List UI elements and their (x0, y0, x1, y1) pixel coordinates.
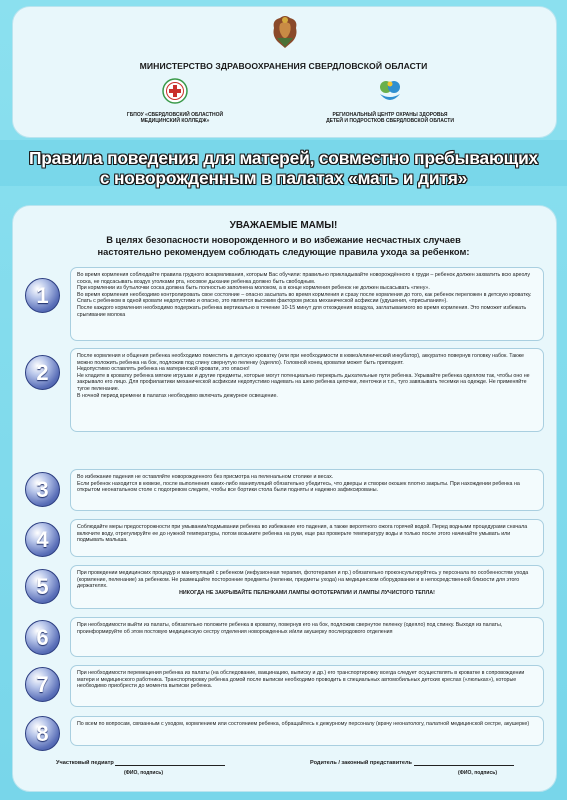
rule-paragraph: При необходимости выйти из палаты, обязательно положите ребенка в кроватку, повернув его на бок, подложив свернутое пеленку (одеяло) под спинку. Выходя из палаты, проинформируйте об этом постовую медицинскую сестру отделения новорожденных и/или акушерку послеродового отделения (77, 622, 503, 635)
rule-number-badge: 4 (25, 522, 60, 557)
rule-paragraph: Во время кормления соблюдайте правила грудного вскармливания, которым Вас обучили: правильно прикладывайте новорождённого к груди – ребенок должен захватить всю ареолу соска, не подсасывать воздух уголками рта, носовое дыхание ребенка должно быть свободным. (77, 272, 531, 285)
rule-box (70, 348, 544, 432)
rule-number-badge: 6 (25, 620, 60, 655)
rule-paragraph: При проведении медицинских процедур и манипуляций с ребенком (инфузионная терапия, фототерапия и пр.) обязательно проконсультируйтесь у персонала по особенностям ухода (кормление, пеленание) за ребенком. Не размещайте посторонние предметы (пеленки, предметы ухода) на медицинском оборудовании и в непосредственной близости для этого держателях. (77, 570, 529, 590)
rule-number-badge: 7 (25, 667, 60, 702)
health-center-name (310, 112, 470, 124)
rule-box (70, 716, 544, 746)
rule-paragraph: Во время кормления необходимо контролировать свое состояние – опасно засыпать во время кормления и сразу после кормления до того, как ребенок переложен в детскую кроватку. Спать с ребенком в одной кровати недопустимо и опасно, это является высоким фактором риска механической асфиксии (удушения, «присыпания»). (77, 291, 532, 305)
college-name-line-1: ГБПОУ «СВЕРДЛОВСКИЙ ОБЛАСТНОЙ (126, 112, 224, 118)
parent-sub: (ФИО, подпись) (458, 770, 497, 776)
rule-paragraph: При кормлении из бутылочки соска должна быть полностью заполнена молоком, а в конце кормления ребенок не должен высасывать «пену». (77, 285, 430, 292)
pediatrician-signature-line[interactable] (56, 760, 225, 766)
parent-label: Родитель / законный представитель (310, 760, 412, 766)
pediatrician-label: Участковый педиатр (56, 760, 114, 766)
rule-box (70, 565, 544, 609)
rule-paragraph: Соблюдайте меры предосторожности при умывании/подмывании ребенка во избежание его падения, а также вероятного ожога горячей водой. Перед водными процедурами сначала включите воду, отрегулируйте ее до нужной температуры, потом возьмите ребенка на руки, еще раз проверьте температуру воды и только после этого начинайте умывать или подмывать малыша. (77, 524, 528, 544)
page-title-line-2: с новорожденным в палатах «мать и дитя» (99, 168, 468, 188)
medical-college-logo-icon (162, 78, 188, 104)
rule-box (70, 469, 544, 511)
parent-signature-line[interactable] (310, 760, 514, 766)
rule-paragraph: По всем по вопросам, связанным с уходом, кормлением или состоянием ребенка, обращайтесь к дежурному персоналу (врачу неонатологу, палатной медицинской сестре, акушерке) (77, 721, 530, 727)
intro-line-1: В целях безопасности новорожденного и во избежание несчастных случаев (106, 235, 461, 245)
rule-paragraph: Недопустимо оставлять ребенка на материнской кровати, это опасно! (77, 366, 250, 373)
rule-number-badge: 2 (25, 355, 60, 390)
rule-number-badge: 5 (25, 569, 60, 604)
intro-line-2: настоятельно рекомендуем соблюдать следующие правила ухода за ребенком: (97, 247, 470, 257)
ministry-name: МИНИСТЕРСТВО ЗДРАВООХРАНЕНИЯ СВЕРДЛОВСКОЙ ОБЛАСТИ (139, 61, 428, 71)
college-name-line-2: МЕДИЦИНСКИЙ КОЛЛЕДЖ» (140, 118, 210, 124)
rule-box (70, 267, 544, 341)
signature-blank (115, 760, 225, 766)
rule-paragraph: Не кладите в кроватку ребенка мягкие игрушки и другие предметы, которые могут потенциально перекрыть дыхательные пути ребенка. Укрывайте ребенка одеялом так, чтобы оно не закрывало его лицо. Для профилактики механической асфиксии недопустимо надевать на шею ребенка цепочки, ленточки и т.п., туго завязывать тесемки на одежде. Не применяйте тугое пеленание. (77, 372, 530, 392)
rule-box (70, 617, 544, 657)
rule-paragraph: При необходимости перемещения ребенка из палаты (на обследование, вакцинацию, выписку и др.) его транспортировку всегда следует осуществлять в кроватке в сопровождении матери и медицинского работника. Транспортировку ребенка домой после выписки необходимо проводить в специальных автомобильных детских креслах («люльках»), которые необходимо приобрести до момента выписки ребенка. (77, 670, 525, 690)
signature-blank (414, 760, 514, 766)
health-center-name-line-1: РЕГИОНАЛЬНЫЙ ЦЕНТР ОХРАНЫ ЗДОРОВЬЯ (332, 112, 448, 118)
college-name (100, 112, 250, 124)
intro-text (40, 234, 527, 258)
rule-number-badge: 3 (25, 472, 60, 507)
rule-box (70, 665, 544, 707)
rule-number-badge: 8 (25, 716, 60, 751)
rule-paragraph: Если ребенок находится в кювезе, после выполнения каких-либо манипуляций обязательно убедитесь, что дверцы и створки окошек плотно закрыты. При нахождении ребенка на открытом неонатальном столе с подогревом следите, чтобы все бортики стола были подняты и надежно зафиксированы. (77, 480, 520, 494)
page-title-line-1: Правила поведения для матерей, совместно пребывающих (28, 148, 539, 168)
salutation: УВАЖАЕМЫЕ МАМЫ! (229, 220, 338, 231)
rule-box (70, 519, 544, 557)
rule-warning: НИКОГДА НЕ ЗАКРЫВАЙТЕ ПЕЛЕНКАМИ ЛАМПЫ ФОТОТЕРАПИИ И ЛАМПЫ ЛУЧИСТОГО ТЕПЛА! (179, 589, 435, 596)
pediatrician-sub: (ФИО, подпись) (124, 770, 163, 776)
rule-paragraph: После каждого кормления необходимо подержать ребенка вертикально в течение 10-15 минут для отхождения воздуха, заглатываемого во время кормления. Это поможет избежать срыгивание молока (77, 304, 527, 318)
rule-number-badge: 1 (25, 278, 60, 313)
health-center-logo-icon (376, 78, 404, 104)
rule-paragraph: После кормления и общения ребенка необходимо поместить в детскую кроватку (или при необходимости в кювез/клинический инкубатор), аккуратно повернув головку набок. Также можно положить ребенка на бок, подложив под спину свернутую пеленку (одеяло). Головной конец кроватки может быть приподнят. (77, 353, 524, 366)
rule-paragraph: В ночной период времени в палатах необходимо включать дежурное освещение. (77, 392, 278, 399)
coat-of-arms-icon (270, 14, 300, 50)
health-center-name-line-2: ДЕТЕЙ И ПОДРОСТКОВ СВЕРДЛОВСКОЙ ОБЛАСТИ (326, 118, 454, 124)
page-title (0, 148, 567, 188)
rule-paragraph: Во избежание падения не оставляйте новорожденного без присмотра на пеленальном столике и весах. (77, 474, 334, 480)
